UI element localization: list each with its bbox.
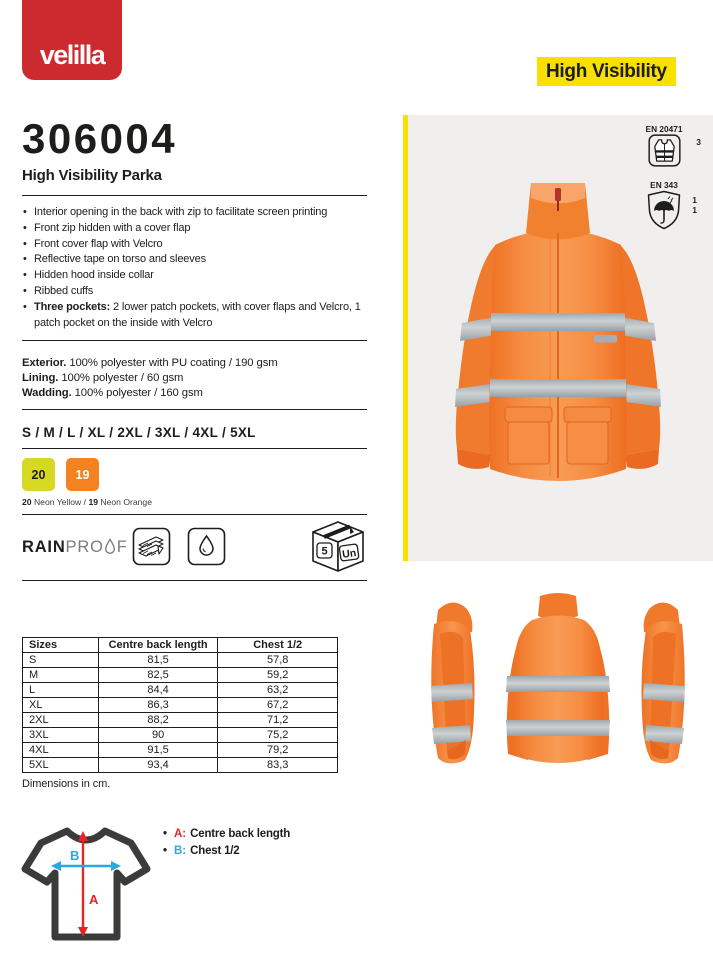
measurement-legend bbox=[163, 826, 290, 860]
feature-item: • Interior opening in the back with zip to facilitate screen printing bbox=[22, 205, 374, 221]
brand-logo-text: velilla bbox=[39, 40, 105, 70]
raindrop-glyph-icon bbox=[104, 538, 116, 555]
divider bbox=[22, 448, 367, 449]
brand-logo bbox=[22, 0, 122, 80]
packaging-box-icon bbox=[309, 519, 367, 575]
product-info-column bbox=[22, 115, 374, 581]
table-row: 2XL 88,2 71,2 bbox=[23, 713, 338, 728]
product-code: 306004 bbox=[22, 115, 178, 162]
material-lining: Lining. 100% polyester / 60 gsm bbox=[22, 372, 184, 385]
table-row: 5XL 93,4 83,3 bbox=[23, 758, 338, 773]
rainproof-logo: RAIN PRO F bbox=[22, 538, 128, 557]
table-footnote: Dimensions in cm. bbox=[22, 778, 111, 790]
cert-en343: EN 343 1 1 bbox=[629, 180, 699, 235]
size-table bbox=[22, 637, 338, 773]
fabric-layers-icon bbox=[132, 527, 171, 566]
material-wadding: Wadding. 100% polyester / 160 gsm bbox=[22, 387, 203, 400]
table-row: XL 86,3 67,2 bbox=[23, 698, 338, 713]
color-swatches bbox=[22, 458, 374, 491]
table-row: M 82,5 59,2 bbox=[23, 668, 338, 683]
water-drop-icon bbox=[187, 527, 226, 566]
feature-item: • Ribbed cuffs bbox=[22, 284, 374, 300]
jacket-side-left-photo bbox=[420, 588, 482, 780]
divider bbox=[22, 580, 367, 581]
jacket-front-photo bbox=[433, 173, 683, 503]
divider bbox=[22, 195, 367, 196]
size-table-section bbox=[22, 637, 338, 790]
available-sizes: S / M / L / XL / 2XL / 3XL / 4XL / 5XL bbox=[22, 425, 256, 441]
feature-item: • Reflective tape on torso and sleeves bbox=[22, 252, 374, 268]
table-row: 3XL 90 75,2 bbox=[23, 728, 338, 743]
legend-item-a: • A: Centre back length bbox=[163, 826, 290, 843]
table-row: 4XL 91,5 79,2 bbox=[23, 743, 338, 758]
materials-list bbox=[22, 356, 374, 401]
jacket-back-photo bbox=[494, 588, 622, 780]
divider bbox=[22, 409, 367, 410]
color-swatch-neon-orange: 19 bbox=[66, 458, 99, 491]
divider bbox=[22, 340, 367, 341]
product-photo-panel bbox=[403, 115, 713, 561]
feature-item: • Three pockets: 2 lower patch pockets, with cover flaps and Velcro, 1 patch pocket on the inside with Velcro bbox=[22, 300, 374, 332]
jacket-side-right-photo bbox=[634, 588, 696, 780]
cert-en20471: EN 20471 3 bbox=[629, 124, 699, 172]
feature-list bbox=[22, 205, 374, 331]
color-swatch-neon-yellow: 20 bbox=[22, 458, 55, 491]
attributes-row bbox=[22, 522, 367, 572]
jacket-alternate-views bbox=[408, 588, 708, 786]
feature-item: • Hidden hood inside collar bbox=[22, 268, 374, 284]
feature-item: • Front zip hidden with a cover flap bbox=[22, 221, 374, 237]
divider bbox=[22, 514, 367, 515]
legend-item-b: • B: Chest 1/2 bbox=[163, 843, 290, 860]
table-row: S 81,5 57,8 bbox=[23, 653, 338, 668]
table-header-row: Sizes Centre back length Chest 1/2 bbox=[23, 638, 338, 653]
material-exterior: Exterior. 100% polyester with PU coating / 190 gsm bbox=[22, 357, 278, 370]
table-row: L 84,4 63,2 bbox=[23, 683, 338, 698]
units-per-box: 5 bbox=[321, 545, 328, 558]
diagram-label-a: A bbox=[89, 892, 99, 907]
category-tag-text: High Visibility bbox=[546, 60, 667, 82]
hi-vis-vest-icon bbox=[648, 134, 681, 167]
color-caption: 20 Neon Yellow / 19 Neon Orange bbox=[22, 497, 152, 508]
yellow-accent-bar bbox=[403, 115, 408, 561]
category-tag bbox=[537, 57, 676, 86]
measurement-diagram bbox=[20, 820, 152, 948]
diagram-label-b: B bbox=[70, 848, 80, 863]
product-title: High Visibility Parka bbox=[22, 167, 162, 184]
unit-label: Un bbox=[341, 547, 358, 562]
feature-item: • Front cover flap with Velcro bbox=[22, 237, 374, 253]
